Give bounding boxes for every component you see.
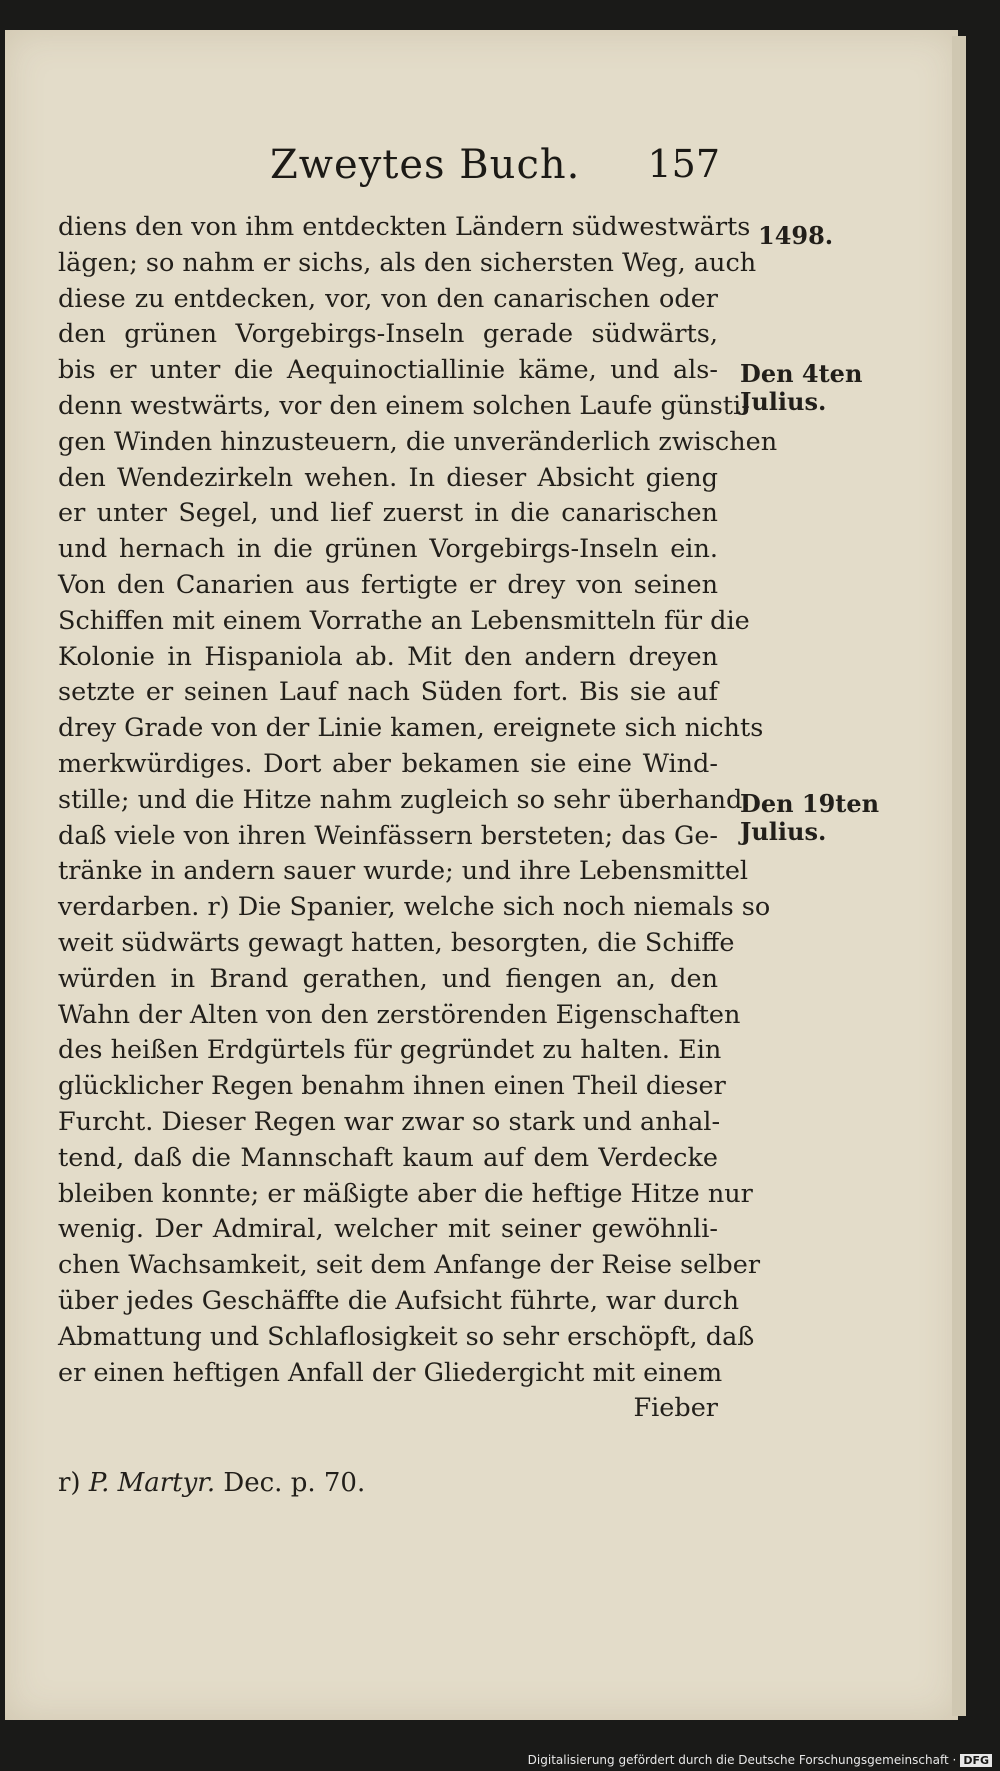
text-line: merkwürdiges. Dort aber bekamen sie eine Wind- xyxy=(58,748,718,779)
text-line: denn westwärts, vor den einem solchen Laufe günsti- xyxy=(58,390,750,421)
text-line: lägen; so nahm er sichs, als den sichersten Weg, auch xyxy=(58,247,757,278)
text-line: gen Winden hinzusteuern, die unveränderlich zwischen xyxy=(58,426,778,457)
text-line: setzte er seinen Lauf nach Süden fort. Bis sie auf xyxy=(58,677,718,708)
margin-note-year: 1498. xyxy=(758,221,834,250)
text-line: des heißen Erdgürtels für gegründet zu halten. Ein xyxy=(58,1035,722,1066)
margin-note-line: Julius. xyxy=(740,387,827,416)
text-line: er einen heftigen Anfall der Gliedergicht mit einem xyxy=(58,1357,723,1388)
running-head-title: Zweytes Buch. xyxy=(270,142,581,188)
digitization-credit xyxy=(528,1753,992,1767)
body-text xyxy=(58,210,778,1427)
text-line: Abmattung und Schlaflosigkeit so sehr erschöpft, daß xyxy=(58,1321,755,1352)
margin-note-line: Den 4ten xyxy=(740,359,863,388)
text-line: Von den Canarien aus fertigte er drey von seinen xyxy=(58,569,718,600)
text-line: Kolonie in Hispaniola ab. Mit den andern dreyen xyxy=(58,641,718,672)
text-line: bleiben konnte; er mäßigte aber die heftige Hitze nur xyxy=(58,1178,753,1209)
margin-note-line: Julius. xyxy=(740,817,827,846)
text-line: tend, daß die Mannschaft kaum auf dem Verdecke xyxy=(58,1142,718,1173)
text-line: Schiffen mit einem Vorrathe an Lebensmitteln für die xyxy=(58,605,750,636)
text-line: tränke in andern sauer wurde; und ihre Lebensmittel xyxy=(58,856,749,887)
credit-text: Digitalisierung gefördert durch die Deutsche Forschungsgemeinschaft · xyxy=(527,1753,957,1767)
text-line: diese zu entdecken, vor, von den canarischen oder xyxy=(58,283,718,314)
text-line: den grünen Vorgebirgs-Inseln gerade südwärts, xyxy=(58,319,718,350)
text-line: wenig. Der Admiral, welcher mit seiner gewöhnli- xyxy=(58,1214,718,1245)
text-line: er unter Segel, und lief zuerst in die canarischen xyxy=(58,498,718,529)
page-number: 157 xyxy=(647,142,720,186)
text-line: den Wendezirkeln wehen. In dieser Absicht gieng xyxy=(58,462,718,493)
margin-note-line: Den 19ten xyxy=(740,789,880,818)
text-line: chen Wachsamkeit, seit dem Anfange der Reise selber xyxy=(58,1250,761,1281)
text-line: weit südwärts gewagt hatten, besorgten, die Schiffe xyxy=(58,927,735,958)
text-line: diens den von ihm entdeckten Ländern südwestwärts xyxy=(58,212,751,242)
running-head xyxy=(270,142,720,192)
text-line: über jedes Geschäffte die Aufsicht führte, war durch xyxy=(58,1285,739,1316)
text-line: stille; und die Hitze nahm zugleich so sehr überhand, xyxy=(58,784,751,815)
text-line: und hernach in die grünen Vorgebirgs-Inseln ein. xyxy=(58,534,718,565)
page-edge xyxy=(952,36,966,1716)
dfg-logo: DFG xyxy=(960,1754,992,1767)
footnote-author: P. Martyr. xyxy=(88,1468,216,1498)
text-line: drey Grade von der Linie kamen, ereignete sich nichts xyxy=(58,713,764,744)
footnote-mark: r) xyxy=(58,1468,81,1498)
text-line: glücklicher Regen benahm ihnen einen Theil dieser xyxy=(58,1071,726,1102)
text-line: würden in Brand gerathen, und fiengen an, den xyxy=(58,963,718,994)
text-line: bis er unter die Aequinoctiallinie käme, und als- xyxy=(58,355,718,386)
text-line: daß viele von ihren Weinfässern bersteten; das Ge- xyxy=(58,820,719,851)
footnote xyxy=(58,1468,365,1498)
footnote-reference: Dec. p. 70. xyxy=(223,1468,366,1498)
text-line: Furcht. Dieser Regen war zwar so stark und anhal- xyxy=(58,1106,721,1137)
text-line: verdarben. r) Die Spanier, welche sich noch niemals so xyxy=(58,892,771,923)
catchword: Fieber xyxy=(633,1393,718,1424)
text-line: Wahn der Alten von den zerstörenden Eigenschaften xyxy=(58,999,741,1030)
margin-note-date-2 xyxy=(740,790,879,846)
margin-note-date-1 xyxy=(740,360,862,416)
